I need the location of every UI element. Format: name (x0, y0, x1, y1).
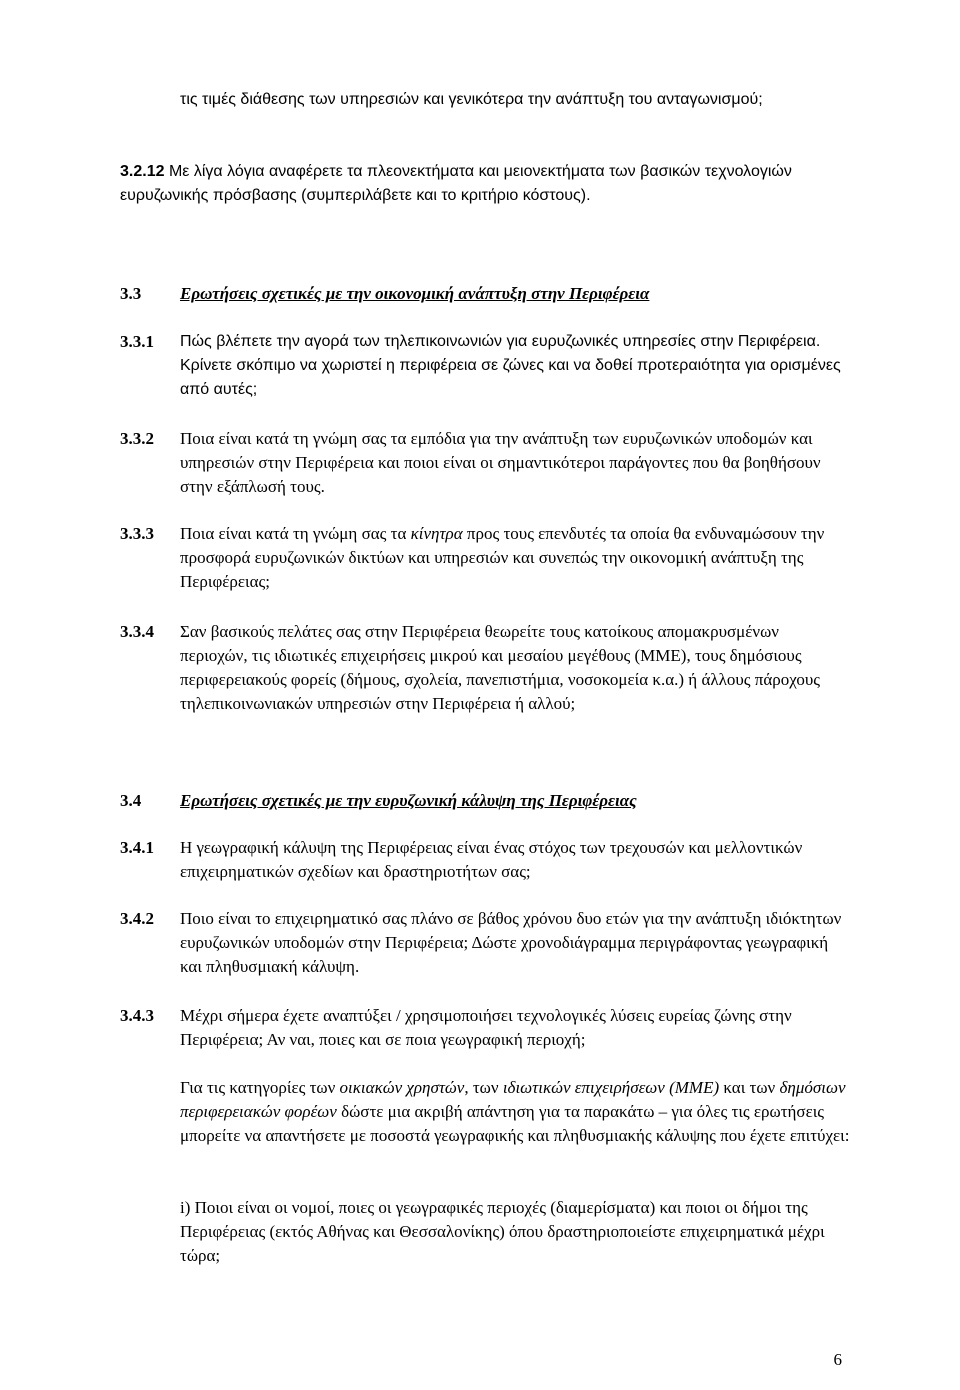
emphasis: δημόσιων περιφερειακών φορέων (180, 1078, 846, 1121)
item-i-paragraph: i) Ποιοι είναι οι νομοί, ποιες οι γεωγραφικές περιοχές (διαμερίσματα) και ποιοι οι δήμοι της Περιφέρειας (εκτός Αθήνας και Θεσσαλονίκης) όπου δραστηριοποιείστε επιχειρηματικά μέχρι τώρα; (180, 1198, 825, 1265)
question-3-3-2: Ποια είναι κατά τη γνώμη σας τα εμπόδια για την ανάπτυξη των ευρυζωνικών υποδομών και υπηρεσιών στην Περιφέρεια και ποιοι είναι οι σημαντικότεροι παράγοντες που θα βοηθήσουν στην εξάπλωσή τους. (180, 429, 821, 496)
question-number: 3.3.1 (120, 332, 154, 351)
question-3-4-2: Ποιο είναι το επιχειρηματικό σας πλάνο σε βάθος χρόνου δυο ετών για την ανάπτυξη ιδιόκτητων ευρυζωνικών υποδομών στην Περιφέρεια; Δώστε χρονοδιάγραμμα περιγράφοντας γεωγραφική και πληθυσμιακή κάλυψη. (180, 909, 842, 976)
section-heading: Ερωτήσεις σχετικές με την οικονομική ανάπτυξη στην Περιφέρεια (180, 284, 650, 303)
emphasis: οικιακών χρηστών (339, 1078, 465, 1097)
page-number: 6 (833, 1350, 842, 1369)
text-part: προς τους επενδυτές τα οποία θα ενδυναμώσουν την προσφορά ευρυζωνικών δικτύων και υπηρεσιών και συνεπώς την οικονομική ανάπτυξη της Περιφέρειας; (180, 524, 825, 591)
text-part: και των (719, 1078, 780, 1097)
section-number: 3.3 (120, 284, 142, 303)
section-number: 3.4 (120, 791, 142, 810)
question-number: 3.3.4 (120, 622, 154, 641)
question-number: 3.4.2 (120, 909, 154, 928)
question-3-2-12 (120, 160, 860, 208)
question-3-4-1: Η γεωγραφική κάλυψη της Περιφέρειας είναι ένας στόχος των τρεχουσών και μελλοντικών επιχειρηματικών σχεδίων και δραστηριοτήτων σας; (180, 838, 803, 881)
question-text: Με λίγα λόγια αναφέρετε τα πλεονεκτήματα και μειονεκτήματα των βασικών τεχνολογιών ευρυζωνικής πρόσβασης (συμπεριλάβετε και το κριτήριο κόστους). (120, 163, 792, 204)
emphasis: κίνητρα (410, 524, 463, 543)
question-number: 3.3.2 (120, 429, 154, 448)
question-number: 3.3.3 (120, 524, 154, 543)
emphasis: ιδιωτικών επιχειρήσεων (ΜΜΕ) (502, 1078, 720, 1097)
question-number: 3.4.1 (120, 838, 154, 857)
question-3-3-1: Πώς βλέπετε την αγορά των τηλεπικοινωνιών για ευρυζωνικές υπηρεσίες στην Περιφέρεια. Κρίνετε σκόπιμο να χωριστεί η περιφέρεια σε ζώνες και να δοθεί προτεραιότητα για ορισμένες από αυτές; (180, 333, 841, 398)
text-part: δώστε μια ακριβή απάντηση για τα παρακάτω – για όλες τις ερωτήσεις μπορείτε να απαντήσετε με ποσοστά γεωγραφικής και πληθυσμιακής κάλυψης που έχετε επιτύχει: (180, 1102, 850, 1145)
text-part: Για τις κατηγορίες των (180, 1078, 340, 1097)
section-heading: Ερωτήσεις σχετικές με την ευρυζωνική κάλυψη της Περιφέρειας (180, 791, 637, 810)
categories-paragraph (180, 1076, 850, 1148)
question-3-4-3: Μέχρι σήμερα έχετε αναπτύξει / χρησιμοποιήσει τεχνολογικές λύσεις ευρείας ζώνης στην Περιφέρεια; Αν ναι, ποιες και σε ποια γεωγραφική περιοχή; (180, 1006, 792, 1049)
question-number: 3.4.3 (120, 1006, 154, 1025)
question-3-3-3 (180, 522, 850, 594)
question-3-3-4: Σαν βασικούς πελάτες σας στην Περιφέρεια θεωρείτε τους κατοίκους απομακρυσμένων περιοχών, τις ιδιωτικές επιχειρήσεις μικρού και μεσαίου μεγέθους (ΜΜΕ), τους δημόσιους περιφερειακούς φορείς (δήμους, σχολεία, πανεπιστήμια, νοσοκομεία κ.α.) ή άλλους πάροχους τηλεπικοινωνιακών υπηρεσιών στην Περιφέρεια ή αλλού; (180, 622, 821, 713)
text-part: Ποια είναι κατά τη γνώμη σας τα (180, 524, 411, 543)
text-part: , των (464, 1078, 503, 1097)
question-number: 3.2.12 (120, 163, 165, 180)
intro-paragraph: τις τιμές διάθεσης των υπηρεσιών και γενικότερα την ανάπτυξη του ανταγωνισμού; (180, 91, 763, 108)
